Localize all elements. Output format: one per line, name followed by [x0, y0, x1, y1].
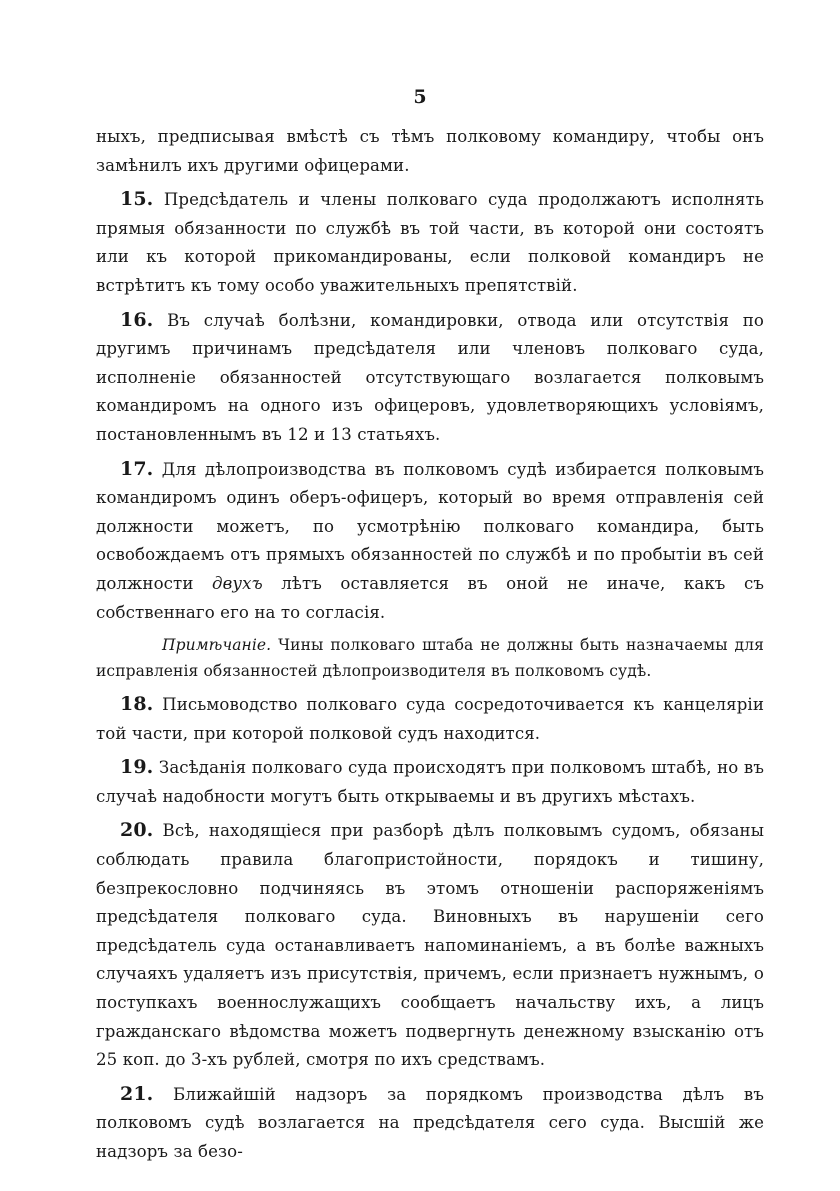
article-19 [96, 753, 764, 811]
article-16 [96, 306, 764, 450]
page-number: 5 [413, 86, 427, 108]
article-number: 17. [120, 457, 154, 480]
article-number: 19. [120, 756, 154, 779]
article-number: 18. [120, 693, 154, 716]
note-text: Чины полковаго штаба не должны быть назначаемы для исправленія обязанностей дѣлопроизводителя въ полковомъ судѣ. [96, 636, 764, 681]
article-number: 16. [120, 308, 154, 331]
article-20 [96, 816, 764, 1074]
article-number: 21. [120, 1082, 154, 1105]
article-text: Въ случаѣ болѣзни, командировки, отвода или отсутствія по другимъ причинамъ предсѣдателя или членовъ полковаго суда, исполненіе обязанностей отсутствующаго возлагается полковымъ командиромъ на одного изъ офицеровъ, удовлетворяющихъ условіямъ, постановленнымъ въ 12 и 13 статьяхъ. [96, 310, 765, 444]
article-15 [96, 185, 764, 300]
article-text-part-b: лѣтъ оставляется въ оной не иначе, какъ съ собственнаго его на то согласія. [96, 573, 765, 622]
article-text-part-a: Для дѣлопроизводства въ полковомъ судѣ избирается полковымъ командиромъ одинъ оберъ-офицеръ, который во время отправленія сей должности можетъ, по усмотрѣнію полковаго командира, быть освобождаемъ отъ прямыхъ обязанностей по службѣ и по пробытіи въ сей должности [96, 459, 764, 593]
article-text: Засѣданія полковаго суда происходятъ при полковомъ штабѣ, но въ случаѣ надобности могутъ быть открываемы и въ другихъ мѣстахъ. [96, 758, 764, 806]
paragraph-text: ныхъ, предписывая вмѣстѣ съ тѣмъ полковому командиру, чтобы онъ замѣнилъ ихъ другими офицерами. [96, 127, 764, 175]
document-body [96, 123, 764, 1172]
article-note [96, 632, 764, 684]
article-18 [96, 690, 764, 748]
paragraph-continuation [96, 123, 764, 180]
article-text-italic: двухъ [212, 573, 263, 593]
article-text: Всѣ, находящіеся при разборѣ дѣлъ полковымъ судомъ, обязаны соблюдать правила благопристойности, порядокъ и тишину, безпрекословно подчиняясь въ этомъ отношеніи распоряженіямъ предсѣдателя полковаго суда. Виновныхъ въ нарушеніи сего предсѣдатель суда останавливаетъ напоминаніемъ, а въ болѣе важныхъ случаяхъ удаляетъ изъ присутствія, причемъ, если признаетъ нужнымъ, о поступкахъ военнослужащихъ сообщаетъ начальству ихъ, а лицъ гражданскаго вѣдомства можетъ подвергнуть денежному взысканію отъ 25 коп. до 3-хъ рублей, смотря по ихъ средствамъ. [96, 821, 764, 1070]
article-text: Предсѣдатель и члены полковаго суда продолжаютъ исполнять прямыя обязанности по службѣ въ той части, въ которой они состоятъ или къ которой прикомандированы, если полковой командиръ не встрѣтитъ къ тому особо уважительныхъ препятствій. [96, 190, 764, 295]
article-text: Ближайшій надзоръ за порядкомъ производства дѣлъ въ полковомъ судѣ возлагается на предсѣдателя сего суда. Высшій же надзоръ за безо- [96, 1084, 764, 1161]
article-number: 20. [120, 819, 154, 842]
article-17 [96, 455, 764, 628]
article-text: Письмоводство полковаго суда сосредоточивается къ канцеляріи той части, при которой полковой судъ находится. [96, 695, 764, 743]
article-21 [96, 1080, 764, 1167]
note-title: Примѣчаніе. [162, 636, 272, 655]
article-number: 15. [120, 188, 154, 211]
